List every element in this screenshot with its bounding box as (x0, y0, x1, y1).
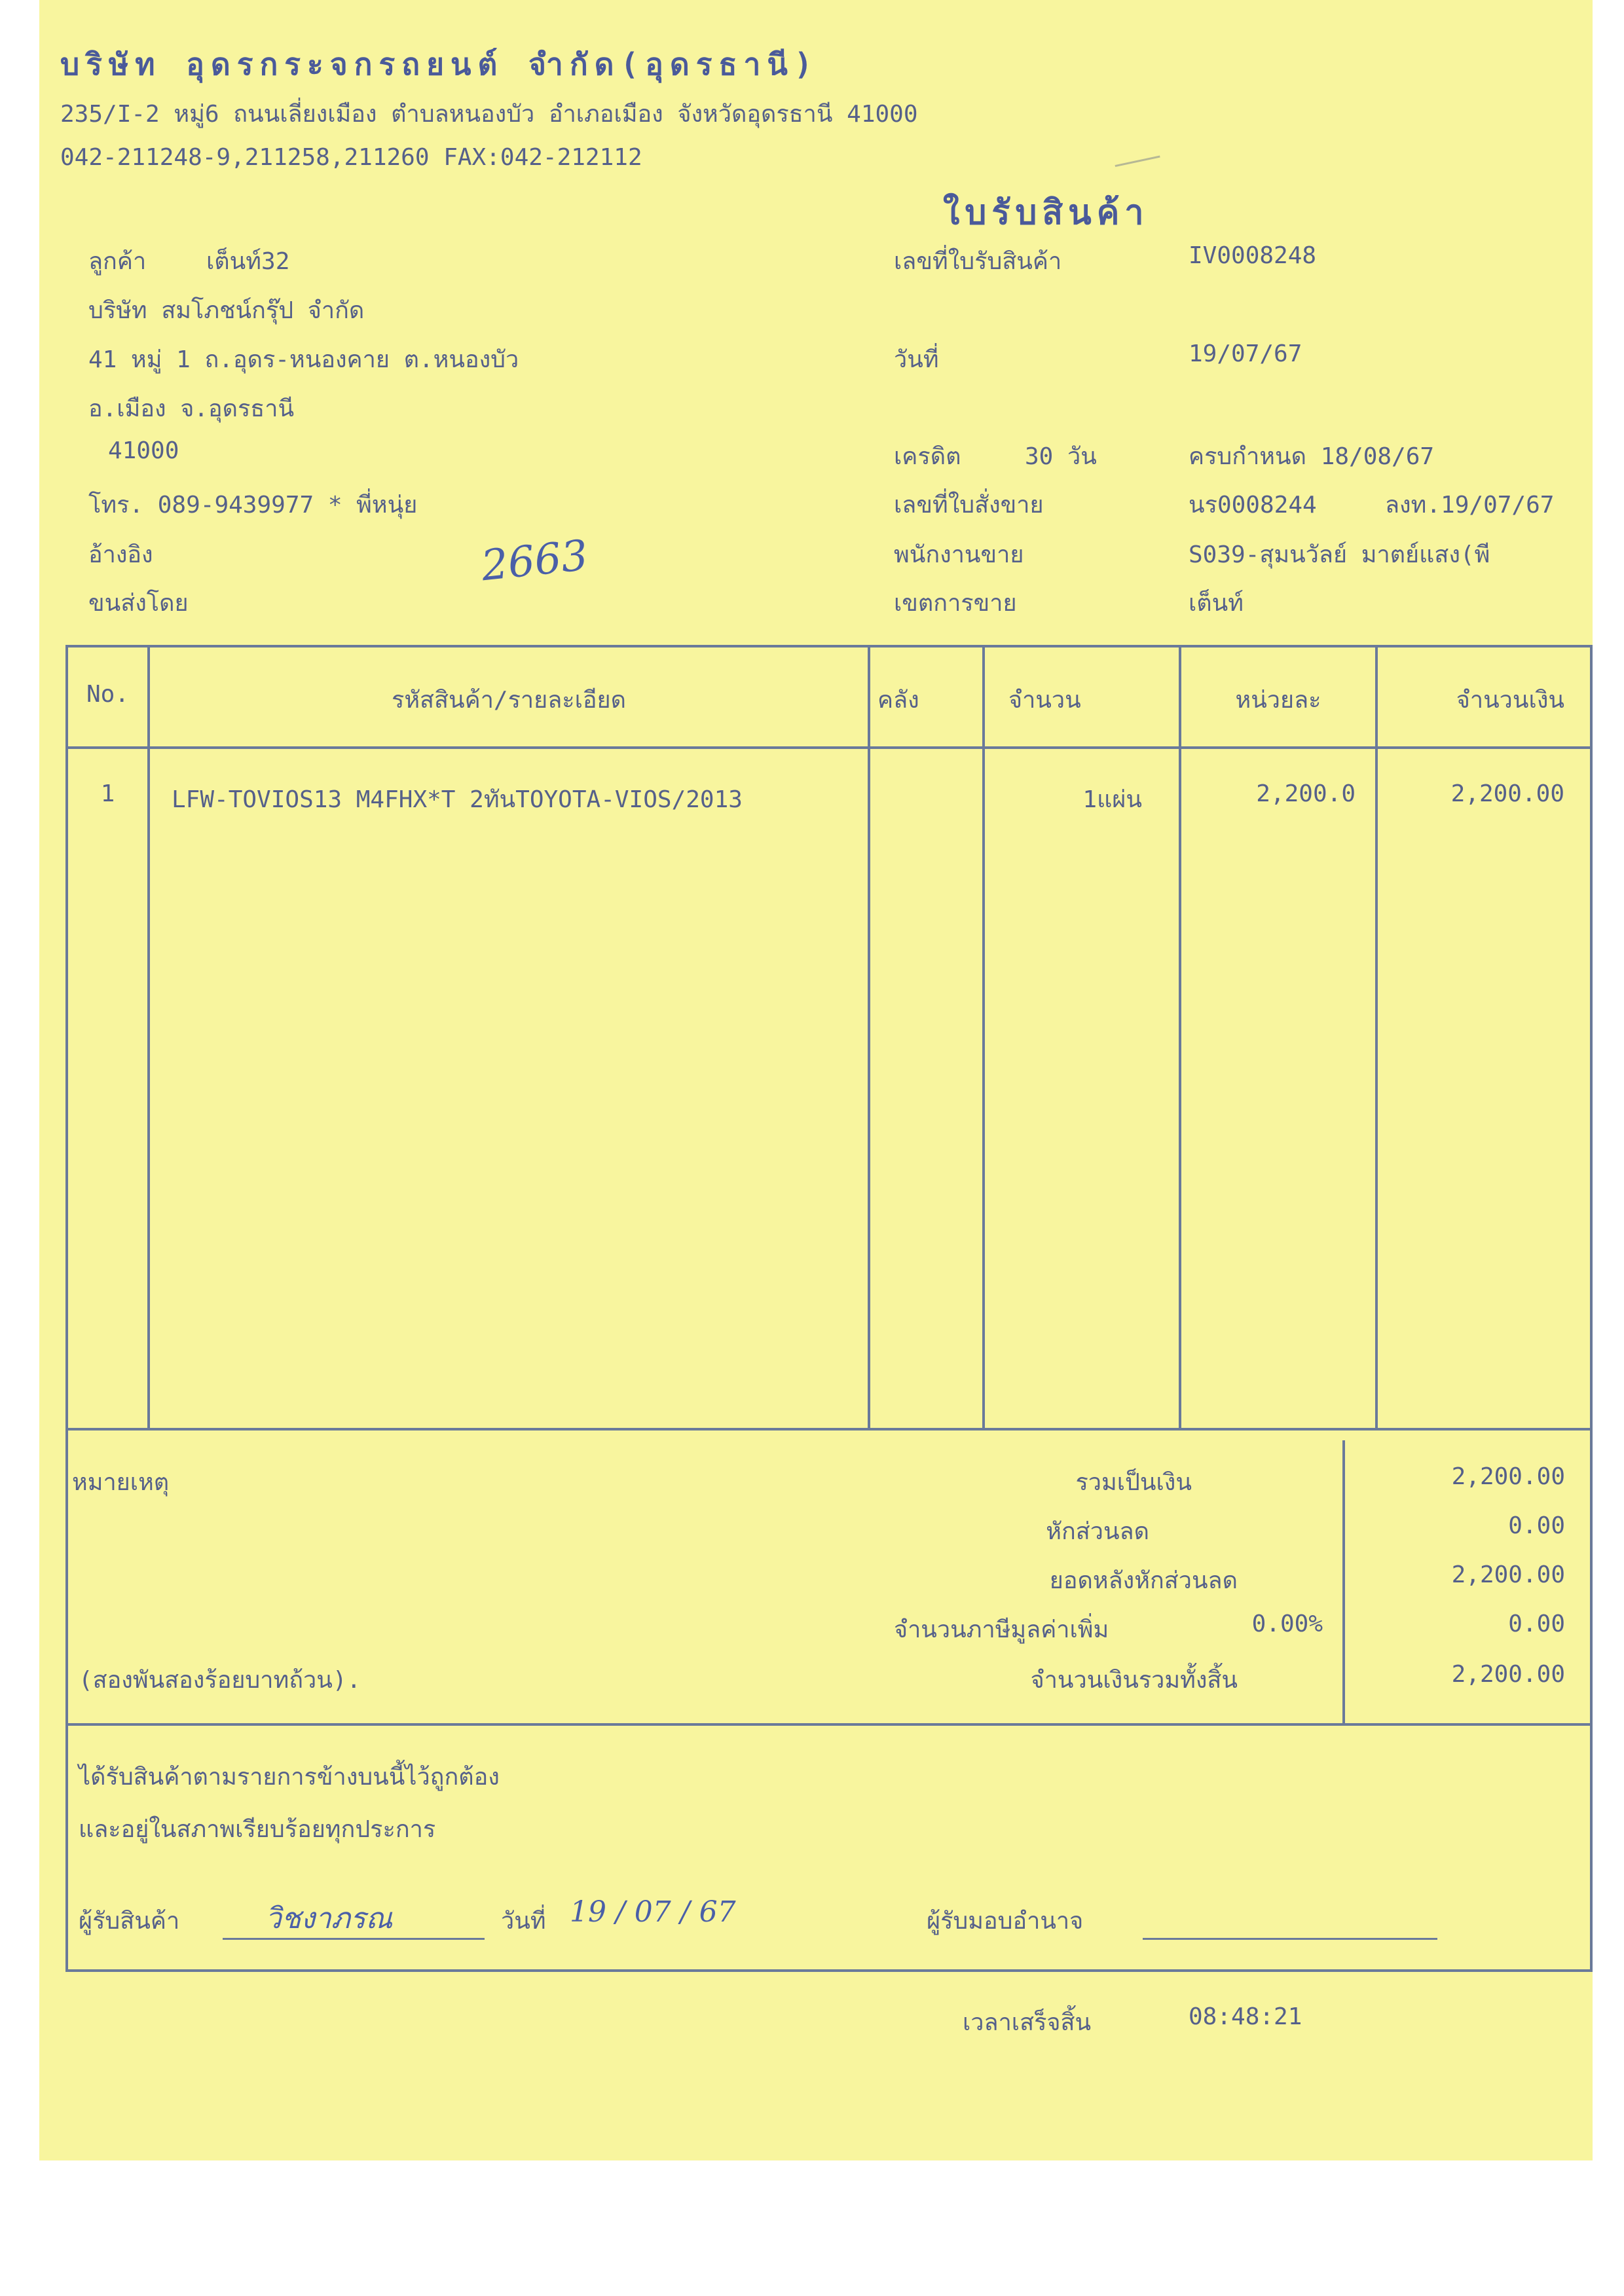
completion-time: 08:48:21 (1189, 2003, 1302, 2030)
customer-address-2: อ.เมือง จ.อุดรธานี (88, 395, 295, 422)
header-warehouse: คลัง (877, 687, 919, 714)
customer-code: เต็นท์32 (206, 248, 290, 275)
header-unit-price: หน่วยละ (1235, 687, 1321, 714)
sales-area-label: เขตการขาย (894, 590, 1017, 617)
header-amount: จำนวนเงิน (1456, 687, 1564, 714)
sales-order-number: นร0008244 (1189, 492, 1317, 519)
authorized-signature-line (1143, 1938, 1437, 1940)
row-quantity: 1แผ่น (1082, 786, 1142, 813)
subtotal-value: 2,200.00 (1451, 1463, 1565, 1490)
sales-order-date: ลงท.19/07/67 (1385, 492, 1555, 519)
column-divider (982, 645, 985, 1430)
sales-order-label: เลขที่ใบสั่งขาย (894, 492, 1044, 519)
customer-postcode: 41000 (108, 437, 179, 464)
row-description: LFW-TOVIOS13 M4FHX*T 2ทันTOYOTA-VIOS/2013 (172, 786, 743, 813)
receipt-number-label: เลขที่ใบรับสินค้า (894, 248, 1062, 275)
row-no: 1 (100, 780, 115, 807)
column-divider (868, 645, 870, 1430)
receipt-date-label: วันที่ (501, 1908, 546, 1935)
row-unit-price: 2,200.0 (1256, 780, 1356, 807)
salesperson: S039-สุมนวัลย์ มาตย์แสง(พี (1189, 541, 1490, 568)
discount-label: หักส่วนลด (1046, 1518, 1149, 1545)
completion-time-label: เวลาเสร็จสิ้น (963, 2009, 1092, 2036)
receipt-date-handwritten: 19 / 07 / 67 (570, 1895, 736, 1929)
column-divider (1179, 645, 1181, 1430)
amount-in-words: (สองพันสองร้อยบาทถ้วน). (79, 1667, 361, 1694)
credit-term: 30 วัน (1025, 443, 1097, 470)
row-amount: 2,200.00 (1450, 780, 1564, 807)
reference-label: อ้างอิง (88, 541, 153, 568)
customer-address-1: 41 หมู่ 1 ถ.อุดร-หนองคาย ต.หนองบัว (88, 346, 519, 373)
customer-phone: โทร. 089-9439977 * พี่หนุ่ย (88, 492, 418, 519)
after-discount-value: 2,200.00 (1451, 1561, 1565, 1588)
credit-label: เครดิต (894, 443, 961, 470)
receipt-number: IV0008248 (1189, 242, 1317, 269)
receiver-signature: วิชงาภรณ (265, 1902, 393, 1935)
header-description: รหัสสินค้า/รายละเอียด (391, 687, 627, 714)
sales-area: เต็นท์ (1189, 590, 1244, 617)
document-title: ใบรับสินค้า (943, 193, 1149, 232)
due-date: ครบกำหนด 18/08/67 (1189, 443, 1435, 470)
date-label: วันที่ (894, 346, 939, 373)
shipping-label: ขนส่งโดย (88, 590, 189, 617)
header-quantity: จำนวน (1008, 687, 1081, 714)
confirmation-line-2: และอยู่ในสภาพเรียบร้อยทุกประการ (79, 1816, 436, 1843)
grand-total-value: 2,200.00 (1451, 1661, 1565, 1688)
column-divider (1375, 645, 1378, 1430)
document-date: 19/07/67 (1189, 340, 1302, 367)
confirmation-line-1: ได้รับสินค้าตามรายการข้างบนนี้ไว้ถูกต้อง (79, 1764, 500, 1791)
remarks-label: หมายเหตุ (72, 1469, 170, 1496)
authorized-receiver-label: ผู้รับมอบอำนาจ (927, 1908, 1084, 1935)
table-header-divider (65, 746, 1593, 749)
customer-name: บริษัท สมโภชน์กรุ๊ป จำกัด (88, 297, 365, 324)
vat-rate: 0.00% (1251, 1611, 1323, 1637)
totals-divider (1342, 1440, 1345, 1726)
discount-value: 0.00 (1508, 1512, 1565, 1539)
company-name: บริษัท อุดรกระจกรถยนต์ จำกัด(อุดรธานี) (60, 46, 819, 82)
vat-value: 0.00 (1508, 1611, 1565, 1637)
items-table (65, 645, 1593, 1430)
column-divider (147, 645, 150, 1430)
header-no: No. (86, 681, 130, 708)
customer-label: ลูกค้า (88, 248, 147, 275)
salesperson-label: พนักงานขาย (894, 541, 1024, 568)
receiver-label: ผู้รับสินค้า (79, 1908, 180, 1935)
company-address: 235/I-2 หมู่6 ถนนเลี่ยงเมือง ตำบลหนองบัว อำเภอเมือง จังหวัดอุดรธานี 41000 (60, 101, 918, 128)
reference-handwritten: 2663 (479, 531, 591, 591)
subtotal-label: รวมเป็นเงิน (1075, 1469, 1192, 1496)
grand-total-label: จำนวนเงินรวมทั้งสิ้น (1030, 1667, 1238, 1694)
vat-label: จำนวนภาษีมูลค่าเพิ่ม (894, 1616, 1109, 1643)
after-discount-label: ยอดหลังหักส่วนลด (1049, 1567, 1238, 1594)
company-phones: 042-211248-9,211258,211260 FAX:042-212112 (60, 144, 642, 171)
